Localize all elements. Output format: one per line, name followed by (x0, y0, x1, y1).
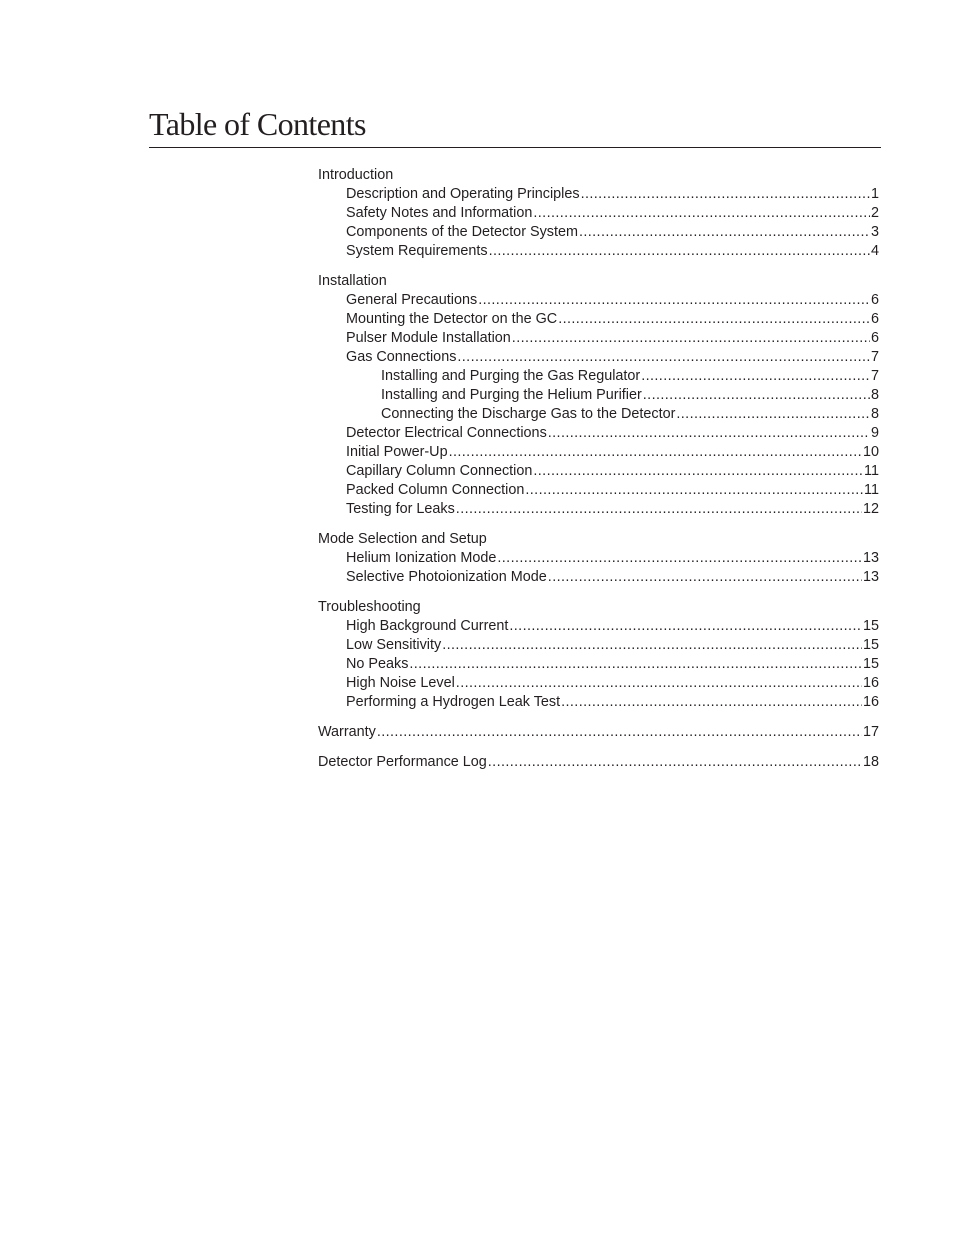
toc-section (318, 530, 879, 587)
toc-entry-page-number: 2 (870, 205, 879, 221)
toc-dot-leader (579, 223, 870, 242)
toc-entry-page-number: 13 (862, 550, 879, 566)
toc-entry[interactable] (318, 568, 879, 587)
toc-entry-page-number: 15 (862, 618, 879, 634)
toc-section-heading: Installation (318, 273, 387, 289)
toc-dot-leader (489, 242, 870, 261)
toc-entry[interactable] (318, 367, 879, 386)
toc-entry-label: Mounting the Detector on the GC (346, 311, 558, 327)
toc-entry-label: Initial Power-Up (346, 444, 448, 460)
toc-entry[interactable] (318, 500, 879, 519)
toc-entry[interactable] (318, 424, 879, 443)
toc-entry[interactable] (318, 617, 879, 636)
toc-entry[interactable] (318, 753, 879, 772)
table-of-contents (318, 166, 879, 783)
toc-entry-page-number: 11 (864, 482, 879, 498)
toc-dot-leader (533, 204, 870, 223)
toc-dot-leader (558, 310, 870, 329)
toc-entry-page-number: 10 (862, 444, 879, 460)
toc-entry-page-number: 11 (864, 463, 879, 479)
toc-entry[interactable] (318, 405, 879, 424)
toc-dot-leader (512, 329, 870, 348)
toc-dot-leader (581, 185, 870, 204)
toc-entry-label: High Noise Level (346, 675, 455, 691)
toc-entry[interactable] (318, 549, 879, 568)
toc-dot-leader (442, 636, 862, 655)
toc-entry[interactable] (318, 223, 879, 242)
toc-entry[interactable] (318, 443, 879, 462)
toc-entry-label: Components of the Detector System (346, 224, 578, 240)
toc-dot-leader (456, 500, 862, 519)
toc-entry[interactable] (318, 636, 879, 655)
toc-dot-leader (456, 674, 862, 693)
toc-entry-page-number: 13 (862, 569, 879, 585)
toc-dot-leader (509, 617, 862, 636)
toc-entry-label: Description and Operating Principles (346, 186, 580, 202)
toc-entry-label: Connecting the Discharge Gas to the Detector (381, 406, 676, 422)
toc-section (318, 166, 879, 261)
toc-entry[interactable] (318, 291, 879, 310)
toc-dot-leader (449, 443, 862, 462)
toc-entry-label: Installing and Purging the Gas Regulator (381, 368, 641, 384)
toc-entry-page-number: 16 (862, 694, 879, 710)
toc-dot-leader (525, 481, 863, 500)
toc-entry-page-number: 6 (870, 330, 879, 346)
toc-section (318, 598, 879, 712)
toc-entry-label: Detector Electrical Connections (346, 425, 547, 441)
toc-entry-label: Packed Column Connection (346, 482, 525, 498)
toc-entry-label: Helium Ionization Mode (346, 550, 497, 566)
toc-entry-label: Low Sensitivity (346, 637, 442, 653)
toc-entry-label: Warranty (318, 724, 376, 740)
toc-entry-page-number: 17 (862, 724, 879, 740)
toc-entry-page-number: 7 (870, 368, 879, 384)
toc-dot-leader (641, 367, 870, 386)
toc-entry-label: Testing for Leaks (346, 501, 455, 517)
toc-entry[interactable] (318, 723, 879, 742)
toc-entry-label: System Requirements (346, 243, 488, 259)
toc-entry-page-number: 12 (862, 501, 879, 517)
toc-entry[interactable] (318, 242, 879, 261)
toc-entry-label: Pulser Module Installation (346, 330, 511, 346)
toc-entry[interactable] (318, 674, 879, 693)
toc-entry[interactable] (318, 329, 879, 348)
toc-dot-leader (478, 291, 870, 310)
toc-entry-label: General Precautions (346, 292, 478, 308)
toc-entry[interactable] (318, 481, 879, 500)
toc-entry[interactable] (318, 204, 879, 223)
toc-entry-page-number: 18 (862, 754, 879, 770)
toc-section-heading: Mode Selection and Setup (318, 531, 487, 547)
toc-entry-label: Gas Connections (346, 349, 457, 365)
toc-entry-page-number: 3 (870, 224, 879, 240)
toc-dot-leader (377, 723, 862, 742)
toc-section (318, 272, 879, 519)
toc-entry[interactable] (318, 462, 879, 481)
toc-entry-page-number: 6 (870, 292, 879, 308)
toc-entry-label: Detector Performance Log (318, 754, 487, 770)
toc-section (318, 753, 879, 772)
toc-dot-leader (561, 693, 862, 712)
toc-section-heading: Troubleshooting (318, 599, 421, 615)
page-title: Table of Contents (149, 106, 366, 142)
toc-entry-page-number: 7 (870, 349, 879, 365)
toc-dot-leader (409, 655, 862, 674)
toc-entry-page-number: 4 (870, 243, 879, 259)
toc-entry-label: Selective Photoionization Mode (346, 569, 547, 585)
toc-entry-page-number: 15 (862, 656, 879, 672)
title-rule (149, 147, 881, 148)
toc-entry-page-number: 1 (870, 186, 879, 202)
toc-entry-label: High Background Current (346, 618, 509, 634)
toc-entry-label: Installing and Purging the Helium Purifier (381, 387, 642, 403)
toc-entry[interactable] (318, 693, 879, 712)
toc-entry-label: Capillary Column Connection (346, 463, 533, 479)
toc-entry-page-number: 8 (870, 387, 879, 403)
toc-dot-leader (643, 386, 870, 405)
toc-entry-page-number: 16 (862, 675, 879, 691)
toc-entry[interactable] (318, 185, 879, 204)
toc-entry-label: No Peaks (346, 656, 409, 672)
toc-entry[interactable] (318, 386, 879, 405)
toc-entry-label: Safety Notes and Information (346, 205, 533, 221)
toc-section (318, 723, 879, 742)
toc-dot-leader (676, 405, 870, 424)
toc-dot-leader (533, 462, 863, 481)
toc-entry-page-number: 6 (870, 311, 879, 327)
toc-dot-leader (548, 424, 870, 443)
toc-dot-leader (548, 568, 862, 587)
toc-entry[interactable] (318, 655, 879, 674)
toc-entry[interactable] (318, 310, 879, 329)
toc-dot-leader (488, 753, 862, 772)
toc-entry-page-number: 8 (870, 406, 879, 422)
toc-entry[interactable] (318, 348, 879, 367)
toc-entry-label: Performing a Hydrogen Leak Test (346, 694, 561, 710)
toc-entry-page-number: 9 (870, 425, 879, 441)
toc-section-heading: Introduction (318, 167, 394, 183)
toc-dot-leader (497, 549, 862, 568)
toc-entry-page-number: 15 (862, 637, 879, 653)
toc-dot-leader (457, 348, 870, 367)
